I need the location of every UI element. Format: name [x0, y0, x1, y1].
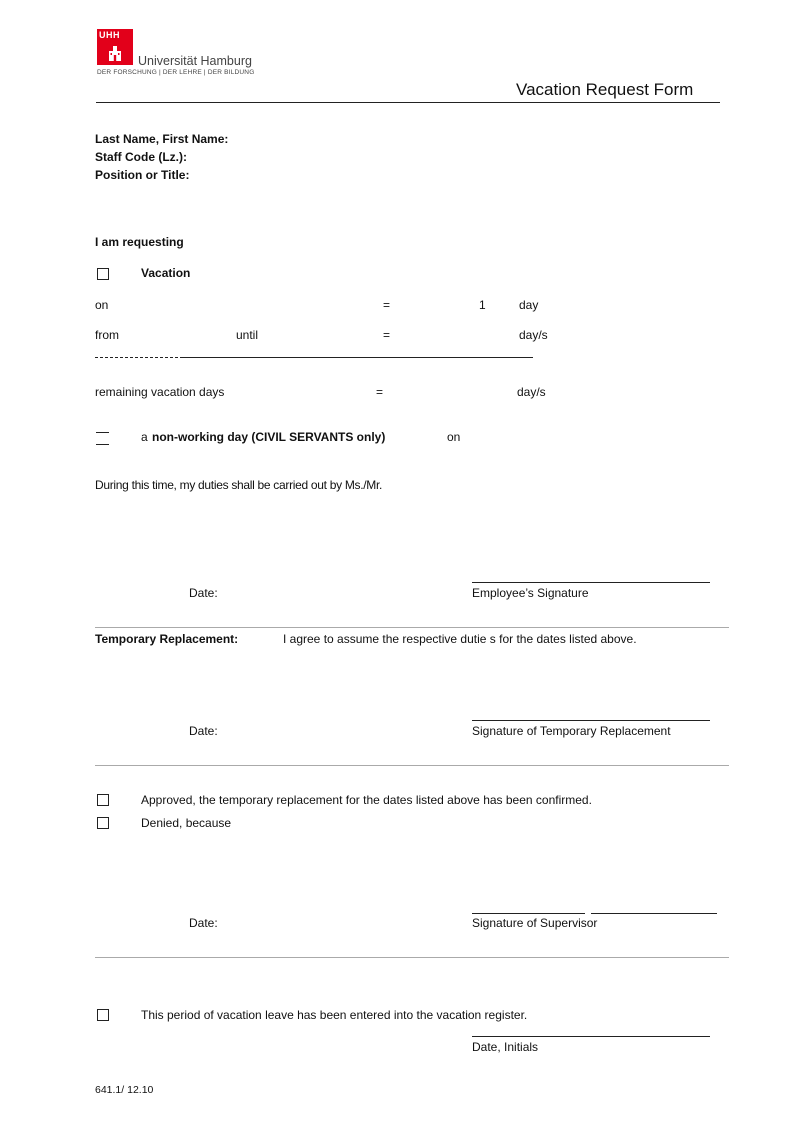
castle-icon — [107, 45, 123, 61]
date-label: Date: — [189, 586, 218, 600]
signature-line — [472, 913, 585, 914]
staff-code-label: Staff Code (Lz.): — [95, 150, 187, 164]
days-unit: day/s — [517, 385, 546, 399]
denied-label: Denied, because — [141, 816, 232, 830]
remaining-label: remaining vacation days — [95, 385, 225, 399]
date-label: Date: — [189, 724, 218, 738]
approved-label: Approved, the temporary replacement for the dates listed above has been confirmed. — [141, 793, 592, 807]
approved-checkbox[interactable] — [97, 794, 109, 806]
section-divider — [95, 957, 729, 958]
vacation-label: Vacation — [141, 266, 191, 280]
dashed-rule — [95, 357, 183, 358]
day-unit: day — [519, 298, 539, 312]
register-text: This period of vacation leave has been entered into the vacation register. — [141, 1008, 528, 1022]
title-divider — [96, 102, 720, 103]
equals-sign: = — [383, 328, 391, 342]
employee-signature-label: Employee’s Signature — [472, 586, 589, 600]
logo-mark: UHH — [99, 30, 120, 40]
form-code: 641.1/ 12.10 — [95, 1084, 154, 1096]
signature-line — [591, 913, 717, 914]
until-label: until — [236, 328, 259, 342]
duties-text: During this time, my duties shall be carried out by Ms./Mr. — [95, 478, 383, 492]
nonworking-prefix: a — [141, 430, 148, 444]
position-label: Position or Title: — [95, 168, 190, 182]
initials-label: Date, Initials — [472, 1040, 539, 1054]
replacement-text: I agree to assume the respective dutie s for the dates listed above. — [283, 632, 637, 646]
signature-line — [472, 582, 710, 583]
supervisor-signature-label: Signature of Supervisor — [472, 916, 598, 930]
from-label: from — [95, 328, 119, 342]
nonworking-on-label: on — [447, 430, 461, 444]
nonworking-label: non-working day (CIVIL SERVANTS only) — [152, 430, 386, 444]
on-label: on — [95, 298, 109, 312]
denied-checkbox[interactable] — [97, 817, 109, 829]
requesting-heading: I am requesting — [95, 235, 184, 249]
subtotal-rule — [183, 357, 533, 358]
replacement-label: Temporary Replacement: — [95, 632, 239, 646]
form-title: Vacation Request Form — [516, 80, 694, 99]
register-checkbox[interactable] — [97, 1009, 109, 1021]
university-tagline: DER FORSCHUNG | DER LEHRE | DER BILDUNG — [97, 69, 255, 76]
days-unit: day/s — [519, 328, 548, 342]
university-logo — [97, 29, 133, 65]
section-divider — [95, 627, 729, 628]
checkbox-bottom-line[interactable] — [96, 444, 109, 445]
day-count: 1 — [479, 298, 486, 312]
equals-sign: = — [376, 385, 384, 399]
signature-line — [472, 720, 710, 721]
vacation-checkbox[interactable] — [97, 268, 109, 280]
checkbox-top-line — [96, 432, 109, 433]
equals-sign: = — [383, 298, 391, 312]
replacement-signature-label: Signature of Temporary Replacement — [472, 724, 671, 738]
signature-line — [472, 1036, 710, 1037]
date-label: Date: — [189, 916, 218, 930]
university-name: Universität Hamburg — [138, 54, 252, 68]
name-field-label: Last Name, First Name: — [95, 132, 229, 146]
section-divider — [95, 765, 729, 766]
